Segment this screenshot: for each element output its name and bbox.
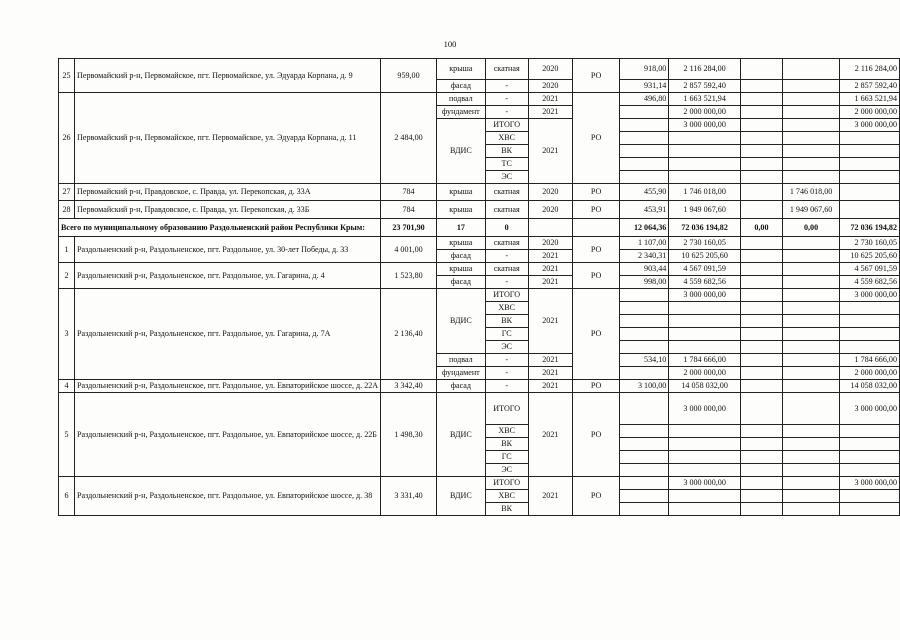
table-cell: РО — [573, 237, 620, 263]
table-cell — [740, 276, 782, 289]
table-cell: 1 746 018,00 — [669, 184, 741, 201]
table-cell — [620, 451, 669, 464]
table-cell: Раздольненский р-н, Раздольненское, пгт. Раздольное, ул. Евпаторийское шоссе, д. 38 — [75, 477, 381, 516]
table-cell: Первомайский р-н, Первомайское, пгт. Первомайское, ул. Эдуарда Корпана, д. 11 — [75, 93, 381, 184]
table-cell: РО — [573, 93, 620, 184]
table-cell: 5 — [59, 393, 75, 477]
table-cell: 2 136,40 — [381, 289, 437, 380]
table-cell: 2021 — [528, 93, 573, 106]
table-cell — [669, 171, 741, 184]
table-cell — [669, 438, 741, 451]
table-cell: 2 340,31 — [620, 250, 669, 263]
table-cell: 2 000 000,00 — [669, 106, 741, 119]
table-cell: фасад — [436, 80, 485, 93]
table-cell — [573, 219, 620, 237]
table-cell: Всего по муниципальному образованию Раздольненский район Республики Крым: — [59, 219, 381, 237]
table-row — [59, 380, 900, 393]
table-cell: скатная — [485, 263, 528, 276]
table-cell: 3 000 000,00 — [840, 119, 900, 132]
table-cell: 2021 — [528, 106, 573, 119]
table-cell — [669, 315, 741, 328]
table-cell: крыша — [436, 237, 485, 250]
table-cell: фасад — [436, 380, 485, 393]
table-cell: 1 746 018,00 — [782, 184, 839, 201]
table-cell — [782, 119, 839, 132]
table-cell — [782, 263, 839, 276]
table-cell — [782, 380, 839, 393]
table-cell: 1 784 666,00 — [669, 354, 741, 367]
page-number: 100 — [443, 39, 457, 49]
table-cell — [620, 367, 669, 380]
table-cell — [782, 237, 839, 250]
table-cell: 2021 — [528, 250, 573, 263]
table-cell — [740, 490, 782, 503]
table-cell: 2 000 000,00 — [840, 367, 900, 380]
table-cell: ВДИС — [436, 393, 485, 477]
table-cell: РО — [573, 59, 620, 93]
capital-repair-register-table — [58, 58, 900, 516]
table-cell — [740, 438, 782, 451]
table-cell: РО — [573, 263, 620, 289]
table-cell: 4 559 682,56 — [669, 276, 741, 289]
table-cell — [620, 315, 669, 328]
table-cell — [740, 59, 782, 80]
table-cell: Первомайский р-н, Правдовское, с. Правда, ул. Перекопская, д. 33А — [75, 184, 381, 201]
table-cell — [782, 145, 839, 158]
table-cell — [620, 145, 669, 158]
table-cell: ВДИС — [436, 119, 485, 184]
table-row — [59, 237, 900, 250]
table-cell: 1 663 521,94 — [669, 93, 741, 106]
table-cell: 0 — [485, 219, 528, 237]
table-cell: 453,91 — [620, 201, 669, 219]
table-cell — [840, 132, 900, 145]
table-cell: 4 — [59, 380, 75, 393]
table-cell: 2021 — [528, 477, 573, 516]
table-cell: ВДИС — [436, 477, 485, 516]
table-cell — [669, 341, 741, 354]
table-cell — [740, 380, 782, 393]
table-cell: 14 058 032,00 — [840, 380, 900, 393]
table-cell — [840, 302, 900, 315]
table-cell: 3 000 000,00 — [840, 289, 900, 302]
table-cell — [840, 464, 900, 477]
table-cell — [740, 119, 782, 132]
table-cell — [782, 289, 839, 302]
table-cell: 23 701,90 — [381, 219, 437, 237]
table-cell: - — [485, 276, 528, 289]
table-cell: - — [485, 250, 528, 263]
table-cell: скатная — [485, 59, 528, 80]
table-cell: 1 107,00 — [620, 237, 669, 250]
table-cell: ЭС — [485, 171, 528, 184]
table-cell: 3 000 000,00 — [669, 393, 741, 425]
table-cell: 14 058 032,00 — [669, 380, 741, 393]
table-cell — [740, 425, 782, 438]
table-cell — [620, 490, 669, 503]
table-cell: ВК — [485, 503, 528, 516]
table-cell: 3 000 000,00 — [840, 393, 900, 425]
table-cell: - — [485, 354, 528, 367]
table-cell — [782, 250, 839, 263]
table-cell: РО — [573, 184, 620, 201]
table-cell: ЭС — [485, 341, 528, 354]
table-cell — [782, 106, 839, 119]
table-cell — [620, 341, 669, 354]
table-cell — [669, 464, 741, 477]
table-cell: 2021 — [528, 119, 573, 184]
table-cell: Раздольненский р-н, Раздольненское, пгт. Раздольное, ул. 30-лет Победы, д. 33 — [75, 237, 381, 263]
table-cell: ХВС — [485, 490, 528, 503]
table-cell — [740, 503, 782, 516]
table-cell: 3 100,00 — [620, 380, 669, 393]
table-cell: 2 000 000,00 — [669, 367, 741, 380]
table-cell: подвал — [436, 93, 485, 106]
table-cell: 72 036 194,82 — [840, 219, 900, 237]
table-cell — [620, 289, 669, 302]
table-cell: 455,90 — [620, 184, 669, 201]
table-cell: ИТОГО — [485, 477, 528, 490]
table-row — [59, 263, 900, 276]
table-cell — [782, 354, 839, 367]
table-cell — [669, 302, 741, 315]
table-cell: 1 498,30 — [381, 393, 437, 477]
table-cell: 3 000 000,00 — [669, 289, 741, 302]
table-cell: 931,14 — [620, 80, 669, 93]
table-cell: - — [485, 93, 528, 106]
table-cell — [669, 132, 741, 145]
table-cell — [740, 80, 782, 93]
table-cell: 72 036 194,82 — [669, 219, 741, 237]
table-cell — [740, 263, 782, 276]
table-cell: 2020 — [528, 184, 573, 201]
table-cell — [740, 171, 782, 184]
table-cell — [620, 106, 669, 119]
table-cell — [840, 145, 900, 158]
table-cell: подвал — [436, 354, 485, 367]
table-cell: 2021 — [528, 393, 573, 477]
table-cell: 2 116 284,00 — [840, 59, 900, 80]
table-cell: скатная — [485, 201, 528, 219]
table-cell — [740, 367, 782, 380]
table-cell — [669, 158, 741, 171]
table-cell: 3 342,40 — [381, 380, 437, 393]
table-cell: 27 — [59, 184, 75, 201]
table-cell — [620, 171, 669, 184]
table-cell — [782, 315, 839, 328]
table-cell: 10 625 205,60 — [669, 250, 741, 263]
table-cell — [620, 425, 669, 438]
table-cell — [620, 438, 669, 451]
table-cell — [782, 171, 839, 184]
table-row — [59, 289, 900, 302]
table-cell: Первомайский р-н, Первомайское, пгт. Первомайское, ул. Эдуарда Корпана, д. 9 — [75, 59, 381, 93]
table-cell — [840, 158, 900, 171]
table-cell — [782, 93, 839, 106]
table-cell: 3 000 000,00 — [840, 477, 900, 490]
table-cell: ВК — [485, 145, 528, 158]
table-cell: ИТОГО — [485, 289, 528, 302]
table-cell — [782, 132, 839, 145]
table-cell — [740, 464, 782, 477]
table-cell — [740, 250, 782, 263]
table-cell: ХВС — [485, 132, 528, 145]
table-cell: 1 663 521,94 — [840, 93, 900, 106]
table-cell — [740, 477, 782, 490]
table-cell — [740, 341, 782, 354]
table-cell: 2021 — [528, 276, 573, 289]
table-cell — [840, 341, 900, 354]
table-cell: ЭС — [485, 464, 528, 477]
table-cell: ХВС — [485, 425, 528, 438]
table-cell — [620, 477, 669, 490]
table-cell — [740, 302, 782, 315]
table-cell: крыша — [436, 184, 485, 201]
table-cell — [740, 354, 782, 367]
table-cell: фасад — [436, 276, 485, 289]
table-cell — [669, 328, 741, 341]
table-cell — [669, 425, 741, 438]
table-cell: крыша — [436, 59, 485, 80]
table-cell: 1 949 067,60 — [782, 201, 839, 219]
table-cell: 2 — [59, 263, 75, 289]
table-cell — [669, 145, 741, 158]
table-cell: 28 — [59, 201, 75, 219]
table-cell: 1 523,80 — [381, 263, 437, 289]
table-cell: 918,00 — [620, 59, 669, 80]
table-cell — [740, 315, 782, 328]
table-cell: 0,00 — [740, 219, 782, 237]
table-cell: 26 — [59, 93, 75, 184]
table-cell: 2 857 592,40 — [840, 80, 900, 93]
table-row — [59, 59, 900, 80]
table-cell — [782, 503, 839, 516]
table-cell — [782, 451, 839, 464]
table-cell — [782, 328, 839, 341]
table-cell — [740, 145, 782, 158]
table-cell: 2 484,00 — [381, 93, 437, 184]
table-cell: 3 — [59, 289, 75, 380]
table-cell: 3 000 000,00 — [669, 477, 741, 490]
table-cell: ГС — [485, 451, 528, 464]
table-row — [59, 393, 900, 425]
table-cell: 903,44 — [620, 263, 669, 276]
table-cell: РО — [573, 393, 620, 477]
table-cell — [782, 158, 839, 171]
table-cell — [528, 219, 573, 237]
table-cell: РО — [573, 201, 620, 219]
table-cell: 3 331,40 — [381, 477, 437, 516]
table-cell — [740, 184, 782, 201]
table-cell: Первомайский р-н, Правдовское, с. Правда, ул. Перекопская, д. 33Б — [75, 201, 381, 219]
table-cell: - — [485, 380, 528, 393]
table-cell: 534,10 — [620, 354, 669, 367]
table-cell — [782, 393, 839, 425]
table-cell — [669, 490, 741, 503]
table-cell — [740, 93, 782, 106]
table-cell: - — [485, 106, 528, 119]
table-cell: 2021 — [528, 380, 573, 393]
table-cell: 0,00 — [782, 219, 839, 237]
table-cell: 2021 — [528, 263, 573, 276]
table-cell — [840, 328, 900, 341]
table-cell — [782, 276, 839, 289]
table-cell: 784 — [381, 201, 437, 219]
table-cell: ВК — [485, 438, 528, 451]
table-cell: РО — [573, 380, 620, 393]
table-cell — [840, 201, 900, 219]
table-cell — [840, 451, 900, 464]
table-cell: 2020 — [528, 201, 573, 219]
table-cell: 12 064,36 — [620, 219, 669, 237]
table-cell — [669, 503, 741, 516]
table-cell: 4 001,00 — [381, 237, 437, 263]
table-cell: РО — [573, 477, 620, 516]
table-cell — [740, 237, 782, 250]
table-cell — [620, 464, 669, 477]
table-cell: 1 784 666,00 — [840, 354, 900, 367]
table-row — [59, 477, 900, 490]
table-cell: фасад — [436, 250, 485, 263]
table-cell: Раздольненский р-н, Раздольненское, пгт. Раздольное, ул. Евпаторийское шоссе, д. 22А — [75, 380, 381, 393]
table-cell: Раздольненский р-н, Раздольненское, пгт. Раздольное, ул. Евпаторийское шоссе, д. 22Б — [75, 393, 381, 477]
table-cell: 998,00 — [620, 276, 669, 289]
table-cell — [782, 464, 839, 477]
table-cell — [782, 438, 839, 451]
table-cell: скатная — [485, 237, 528, 250]
table-cell: 25 — [59, 59, 75, 93]
table-cell: 2020 — [528, 237, 573, 250]
table-cell: 2 857 592,40 — [669, 80, 741, 93]
table-cell: 3 000 000,00 — [669, 119, 741, 132]
table-cell — [782, 490, 839, 503]
table-cell: ВДИС — [436, 289, 485, 354]
table-cell: 2 116 284,00 — [669, 59, 741, 80]
table-cell — [740, 158, 782, 171]
table-cell — [782, 80, 839, 93]
table-cell: 496,80 — [620, 93, 669, 106]
table-cell — [782, 59, 839, 80]
table-cell: 2021 — [528, 289, 573, 354]
table-cell — [740, 132, 782, 145]
table-cell — [669, 451, 741, 464]
table-body — [59, 59, 900, 516]
table-cell — [840, 438, 900, 451]
table-cell: 2 000 000,00 — [840, 106, 900, 119]
table-cell: Раздольненский р-н, Раздольненское, пгт. Раздольное, ул. Гагарина, д. 4 — [75, 263, 381, 289]
table-cell — [620, 328, 669, 341]
table-cell — [620, 503, 669, 516]
table-cell: ИТОГО — [485, 393, 528, 425]
table-cell: 2021 — [528, 354, 573, 367]
table-cell — [782, 341, 839, 354]
table-cell — [840, 315, 900, 328]
table-cell — [620, 158, 669, 171]
table-cell — [840, 490, 900, 503]
table-cell — [620, 393, 669, 425]
table-cell: крыша — [436, 201, 485, 219]
table-row — [59, 201, 900, 219]
table-cell — [740, 106, 782, 119]
table-cell — [782, 367, 839, 380]
table-cell — [840, 171, 900, 184]
table-cell — [740, 328, 782, 341]
table-cell — [782, 477, 839, 490]
table-cell: 4 559 682,56 — [840, 276, 900, 289]
table-cell — [740, 289, 782, 302]
table-cell: крыша — [436, 263, 485, 276]
table-cell: ТС — [485, 158, 528, 171]
table-cell: 17 — [436, 219, 485, 237]
table-cell: 2020 — [528, 59, 573, 80]
table-cell — [740, 451, 782, 464]
table-cell: РО — [573, 289, 620, 380]
table-cell: 4 567 091,59 — [840, 263, 900, 276]
table-cell — [740, 201, 782, 219]
table-cell: 2 730 160,05 — [669, 237, 741, 250]
table-cell — [620, 119, 669, 132]
table-cell: - — [485, 367, 528, 380]
table-cell: 4 567 091,59 — [669, 263, 741, 276]
table-cell: ВК — [485, 315, 528, 328]
table-cell: 10 625 205,60 — [840, 250, 900, 263]
table-cell: 1 949 067,60 — [669, 201, 741, 219]
table-cell: фундамент — [436, 106, 485, 119]
table-cell — [620, 132, 669, 145]
table-cell: ХВС — [485, 302, 528, 315]
table-cell — [740, 393, 782, 425]
table-cell: 2021 — [528, 367, 573, 380]
table-cell: 6 — [59, 477, 75, 516]
table-cell — [620, 302, 669, 315]
table-cell: ГС — [485, 328, 528, 341]
table-cell — [840, 425, 900, 438]
table-cell — [782, 425, 839, 438]
table-cell: 2020 — [528, 80, 573, 93]
table-cell: фундамент — [436, 367, 485, 380]
table-total-row — [59, 219, 900, 237]
table-cell: скатная — [485, 184, 528, 201]
table-cell — [782, 302, 839, 315]
table-cell: ИТОГО — [485, 119, 528, 132]
table-cell: 2 730 160,05 — [840, 237, 900, 250]
table-cell — [840, 503, 900, 516]
table-cell: 959,00 — [381, 59, 437, 93]
table-row — [59, 184, 900, 201]
table-cell: 784 — [381, 184, 437, 201]
table-cell: Раздольненский р-н, Раздольненское, пгт. Раздольное, ул. Гагарина, д. 7А — [75, 289, 381, 380]
table-cell: - — [485, 80, 528, 93]
table-cell: 1 — [59, 237, 75, 263]
table-cell — [840, 184, 900, 201]
table-row — [59, 93, 900, 106]
